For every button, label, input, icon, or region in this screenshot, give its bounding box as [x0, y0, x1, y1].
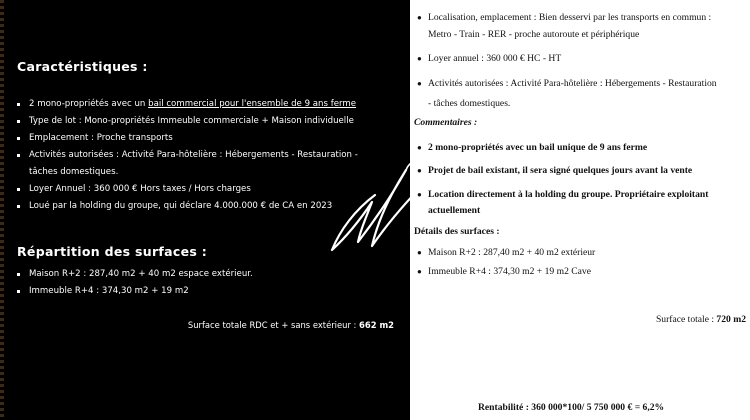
- list-item: Loué par la holding du groupe, qui déclare 4.000.000 € de CA en 2023: [17, 198, 397, 215]
- comment-3-line-1: Location directement à la holding du groupe. Propriétaire exploitant: [428, 189, 709, 200]
- bullet: ●: [417, 13, 422, 22]
- bullet: ●: [417, 190, 422, 199]
- list-item: 2 mono-propriétés avec un bail commercial pour l'ensemble de 9 ans ferme: [17, 96, 397, 113]
- comment-2: Projet de bail existant, il sera signé quelques jours avant la vente: [428, 165, 693, 176]
- details-title: Détails des surfaces :: [414, 226, 500, 237]
- detail-1: Maison R+2 : 287,40 m2 + 40 m2 extérieur: [428, 247, 596, 258]
- bullet: ●: [417, 166, 422, 175]
- location-text-1: Localisation, emplacement : Bien desservi par les transports en commun :: [428, 12, 712, 23]
- list-item: Type de lot : Mono-propriétés Immeuble commerciale + Maison individuelle: [17, 113, 397, 130]
- activities-text-2: - tâches domestiques.: [428, 98, 511, 109]
- profitability: Rentabilité : 360 000*100/ 5 750 000 € = 6,2%: [478, 402, 665, 413]
- bullet: ●: [417, 267, 422, 276]
- characteristics-title: Caractéristiques :: [17, 59, 148, 74]
- list-item: Emplacement : Proche transports: [17, 130, 397, 147]
- list-item: Loyer Annuel : 360 000 € Hors taxes / Hors charges: [17, 181, 397, 198]
- list-item: Activités autorisées : Activité Para-hôtelière : Hébergements - Restauration -: [17, 147, 397, 164]
- comment-1: 2 mono-propriétés avec un bail unique de 9 ans ferme: [428, 142, 648, 153]
- surfaces-title: Répartition des surfaces :: [17, 244, 208, 259]
- list-item: Immeuble R+4 : 374,30 m2 + 19 m2: [17, 283, 397, 300]
- lease-link[interactable]: bail commercial pour l'ensemble de 9 ans ferme: [148, 99, 357, 109]
- surfaces-list: [17, 266, 397, 300]
- total-surface-right: Surface totale : 720 m2: [655, 314, 746, 325]
- bullet: ●: [417, 54, 422, 63]
- activities-text-1: Activités autorisées : Activité Para-hôtelière : Hébergements - Restauration: [428, 78, 717, 89]
- location-text-2: Metro - Train - RER - proche autoroute et périphérique: [428, 29, 640, 40]
- bullet: ●: [417, 79, 422, 88]
- list-item: Maison R+2 : 287,40 m2 + 40 m2 espace extérieur.: [17, 266, 397, 283]
- comment-3-line-2: actuellement: [428, 205, 481, 216]
- detail-2: Immeuble R+4 : 374,30 m2 + 19 m2 Cave: [428, 266, 591, 277]
- total-surface-left: Surface totale RDC et + sans extérieur : 662 m2: [187, 320, 394, 330]
- list-item-continuation: tâches domestiques.: [29, 167, 119, 177]
- edge-strip: [0, 0, 4, 420]
- bullet: ●: [417, 143, 422, 152]
- bullet: ●: [417, 248, 422, 257]
- right-panel: [410, 0, 750, 420]
- comments-title: Commentaires :: [414, 117, 478, 128]
- rent-text: Loyer annuel : 360 000 € HC - HT: [428, 53, 562, 64]
